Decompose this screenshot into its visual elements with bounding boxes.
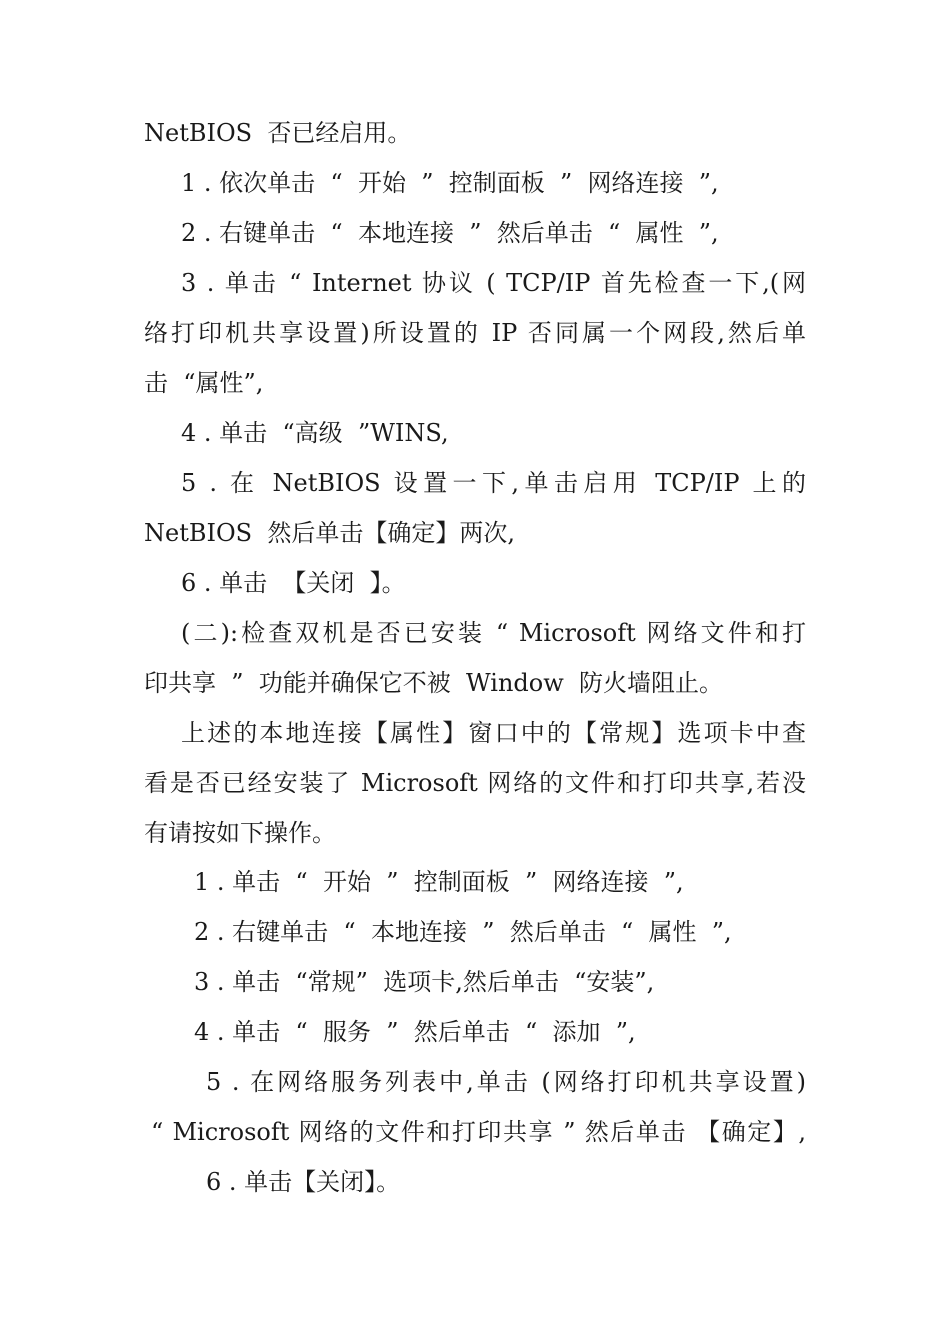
text-line-5: 络打印机共享设置)所设置的 IP 否同属一个网段,然后单 [144,319,806,347]
text-line-15: 有请按如下操作。 [144,819,336,847]
text-line-22: 6 . 单击【关闭】。 [206,1168,401,1196]
text-line-13: 上述的本地连接【属性】窗口中的【常规】选项卡中查 [181,719,806,747]
text-line-12: 印共享 ” 功能并确保它不被 Window 防火墙阻止。 [144,669,724,697]
text-line-3: 2 . 右键单击 “ 本地连接 ” 然后单击 “ 属性 ”, [181,219,719,247]
text-line-9: NetBIOS 然后单击【确定】两次, [144,519,515,547]
text-line-20: 5 . 在网络服务列表中,单击 (网络打印机共享设置) [206,1068,806,1096]
text-line-16: 1 . 单击 “ 开始 ” 控制面板 ” 网络连接 ”, [194,868,684,896]
text-line-8: 5 . 在 NetBIOS 设置一下,单击启用 TCP/IP 上的 [181,469,806,497]
text-line-4: 3 . 单击 “ Internet 协议 ( TCP/IP 首先检查一下,(网 [181,269,806,297]
text-line-2: 1 . 依次单击 “ 开始 ” 控制面板 ” 网络连接 ”, [181,169,719,197]
text-line-1: NetBIOS 否已经启用。 [144,119,412,147]
text-line-11: (二):检查双机是否已安装 “ Microsoft 网络文件和打 [181,619,806,647]
text-line-7: 4 . 单击 “高级 ”WINS, [181,419,449,447]
text-line-19: 4 . 单击 “ 服务 ” 然后单击 “ 添加 ”, [194,1018,636,1046]
text-line-14: 看是否已经安装了 Microsoft 网络的文件和打印共享,若没 [144,769,806,797]
text-line-17: 2 . 右键单击 “ 本地连接 ” 然后单击 “ 属性 ”, [194,918,732,946]
text-line-6: 击 “属性”, [144,369,264,397]
text-line-21: “ Microsoft 网络的文件和打印共享 ” 然后单击 【确定】, [151,1118,806,1146]
text-line-18: 3 . 单击 “常规” 选项卡,然后单击 “安装”, [194,968,655,996]
text-line-10: 6 . 单击 【关闭 】。 [181,569,406,597]
